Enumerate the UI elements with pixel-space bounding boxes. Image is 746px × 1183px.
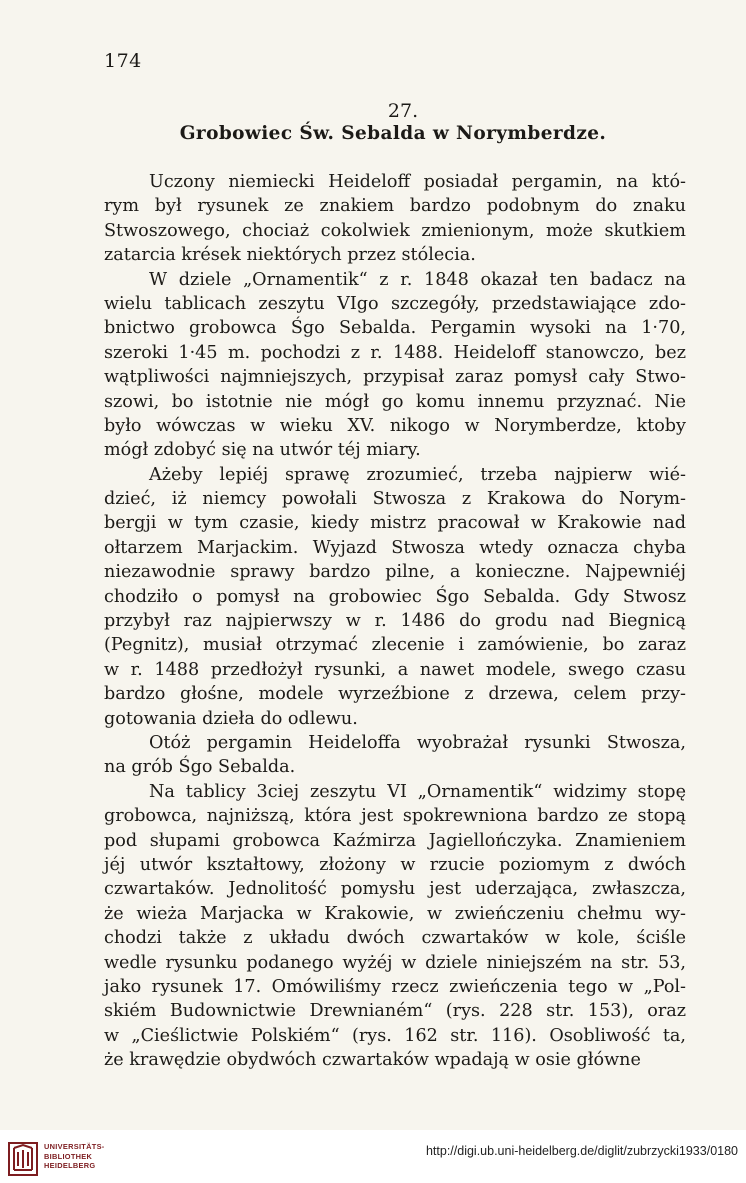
text-line: Stwoszowego, chociaż cokolwiek zmienionym, może skutkiem xyxy=(104,220,686,241)
text-line: mógł zdobyć się na utwór téj miary. xyxy=(104,440,421,461)
text-line: szeroki 1·45 m. pochodzi z r. 1488. Heideloff stanowczo, bez xyxy=(104,342,686,363)
text-line: Uczony niemiecki Heideloff posiadał pergamin, na któ- xyxy=(149,172,686,192)
source-url-link[interactable]: http://digi.ub.uni-heidelberg.de/diglit/zubrzycki1933/0180 xyxy=(425,1144,738,1158)
text-line: jéj utwór kształtowy, złożony w rzucie poziomym z dwóch xyxy=(104,854,686,875)
chapter-number: 27. xyxy=(387,100,419,122)
text-line: czwartaków. Jednolitość pomysłu jest uderzająca, zwłaszcza, xyxy=(104,879,686,900)
logo-line: UNIVERSITÄTS- xyxy=(44,1142,105,1151)
text-line: W dziele „Ornamentik“ z r. 1848 okazał ten badacz na xyxy=(149,269,686,290)
text-line: (Pegnitz), musiał otrzymać zlecenie i zamówienie, bo zaraz xyxy=(104,635,686,656)
text-line: było wówczas w wieku XV. nikogo w Norymberdze, ktoby xyxy=(104,415,686,436)
text-line: niezawodnie sprawy bardzo pilne, a konieczne. Najpewniéj xyxy=(104,562,686,583)
logo-line: BIBLIOTHEK xyxy=(44,1151,93,1161)
text-line: przybył raz najpierwszy w r. 1486 do grodu nad Biegnicą xyxy=(104,611,686,632)
text-line: Otóż pergamin Heideloffa wyobrażał rysunki Stwosza, xyxy=(149,732,686,753)
chapter-title: Grobowiec Św. Sebalda w Norymberdze. xyxy=(179,123,607,144)
footer-bar xyxy=(0,1130,746,1183)
text-line: że wieża Marjacka w Krakowie, w zwieńczeniu chełmu wy- xyxy=(104,903,686,924)
body-text xyxy=(104,170,686,1072)
text-line: rym był rysunek ze znakiem bardzo podobnym do znaku xyxy=(104,196,686,217)
text-line: chodziło o pomysł na grobowiec Śgo Sebalda. Gdy Stwosz xyxy=(104,586,686,607)
university-library-logo-icon[interactable] xyxy=(8,1142,38,1176)
text-line: wielu tablicach zeszytu VIgo szczegóły, przedstawiające zdo- xyxy=(104,293,686,314)
text-line: bnictwo grobowca Śgo Sebalda. Pergamin wysoki na 1·70, xyxy=(104,318,686,339)
text-line: w r. 1488 przedłożył rysunki, a nawet modele, swego czasu xyxy=(104,659,686,680)
logo-line: HEIDELBERG xyxy=(44,1161,96,1171)
text-line: szowi, bo istotnie nie mógł go komu innemu przyznać. Nie xyxy=(104,391,686,412)
text-line: na grób Śgo Sebalda. xyxy=(104,757,296,778)
text-line: skiém Budownictwie Drewnianém“ (rys. 228 str. 153), oraz xyxy=(104,1001,686,1022)
text-line: ołtarzem Marjackim. Wyjazd Stwosza wtedy oznacza chyba xyxy=(104,537,686,558)
text-line: zatarcia krések niektórych przez stólecia. xyxy=(104,245,476,266)
text-line: pod słupami grobowca Kaźmirza Jagiellończyka. Znamieniem xyxy=(104,830,686,851)
text-line: gotowania dzieła do odlewu. xyxy=(104,708,358,729)
text-line: że krawędzie obydwóch czwartaków wpadają w osie główne xyxy=(104,1050,641,1071)
text-line: Na tablicy 3ciej zeszytu VI „Ornamentik“ widzimy stopę xyxy=(149,781,686,802)
page-number: 174 xyxy=(104,50,142,72)
text-line: Ażeby lepiéj sprawę zrozumieć, trzeba najpierw wié- xyxy=(149,464,686,485)
library-name[interactable] xyxy=(44,1142,105,1171)
text-line: grobowca, najniższą, która jest spokrewniona bardzo ze stopą xyxy=(104,806,686,827)
text-line: chodzi także z układu dwóch czwartaków w kole, ściśle xyxy=(104,928,686,949)
text-line: w „Cieślictwie Polskiém“ (rys. 162 str. 116). Osobliwość ta, xyxy=(104,1025,686,1046)
text-line: wątpliwości najmniejszych, przypisał zaraz pomysł cały Stwo- xyxy=(104,367,686,388)
text-line: jako rysunek 17. Omówiliśmy rzecz zwieńczenia tego w „Pol- xyxy=(104,976,686,997)
text-line: bergji w tym czasie, kiedy mistrz pracował w Krakowie nad xyxy=(104,513,686,534)
text-line: dzieć, iż niemcy powołali Stwosza z Krakowa do Norym- xyxy=(104,489,686,510)
text-line: wedle rysunku podanego wyżéj w dziele niniejszém na str. 53, xyxy=(104,952,686,973)
text-line: bardzo głośne, modele wyrzeźbione z drzewa, celem przy- xyxy=(104,684,686,705)
